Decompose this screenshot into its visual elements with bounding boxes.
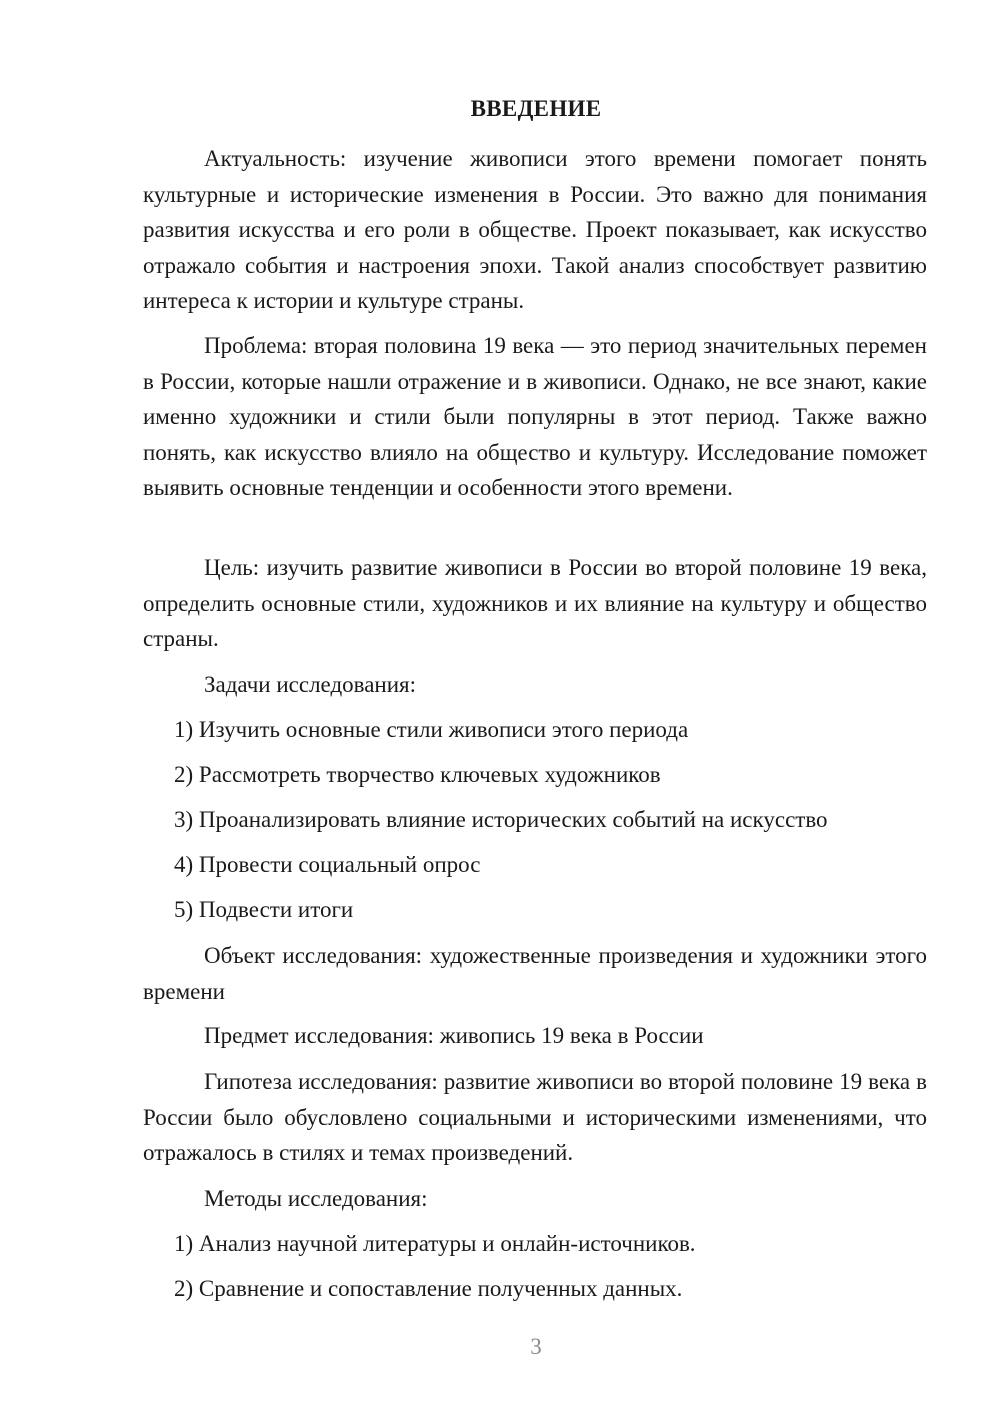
method-item-2: 2) Сравнение и сопоставление полученных данных. [174,1276,683,1301]
task-item-2: 2) Рассмотреть творчество ключевых художников [174,762,661,787]
task-item-1: 1) Изучить основные стили живописи этого периода [174,717,689,742]
page-number: 3 [530,1334,542,1359]
task-item-5: 5) Подвести итоги [174,897,354,922]
relevance-paragraph: Актуальность: изучение живописи этого времени помогает понять культурные и исторические изменения в России. Это важно для понимания развития искусства и его роли в обществе. Проект показывает, как искусство отражало события и настроения эпохи. Такой анализ способствует развитию интереса к истории и культуре страны. [143,146,927,313]
task-item-4: 4) Провести социальный опрос [174,852,481,877]
object-paragraph: Объект исследования: художественные произведения и художники этого времени [143,943,927,1004]
subject-paragraph: Предмет исследования: живопись 19 века в России [204,1023,704,1048]
tasks-title: Задачи исследования: [204,672,417,697]
section-heading: ВВЕДЕНИЕ [470,96,602,121]
goal-paragraph: Цель: изучить развитие живописи в России во второй половине 19 века, определить основные стили, художников и их влияние на культуру и общество страны. [143,555,927,651]
problem-paragraph: Проблема: вторая половина 19 века — это период значительных перемен в России, которые нашли отражение и в живописи. Однако, не все знают, какие именно художники и стили были популярны в этот период. Также важно понять, как искусство влияло на общество и культуру. Исследование поможет выявить основные тенденции и особенности этого времени. [143,333,927,500]
method-item-1: 1) Анализ научной литературы и онлайн-источников. [174,1231,696,1256]
methods-title: Методы исследования: [204,1186,428,1211]
task-item-3: 3) Проанализировать влияние исторических событий на искусство [174,807,828,832]
hypothesis-paragraph: Гипотеза исследования: развитие живописи во второй половине 19 века в России было обусловлено социальными и историческими изменениями, что отражалось в стилях и темах произведений. [143,1069,927,1165]
